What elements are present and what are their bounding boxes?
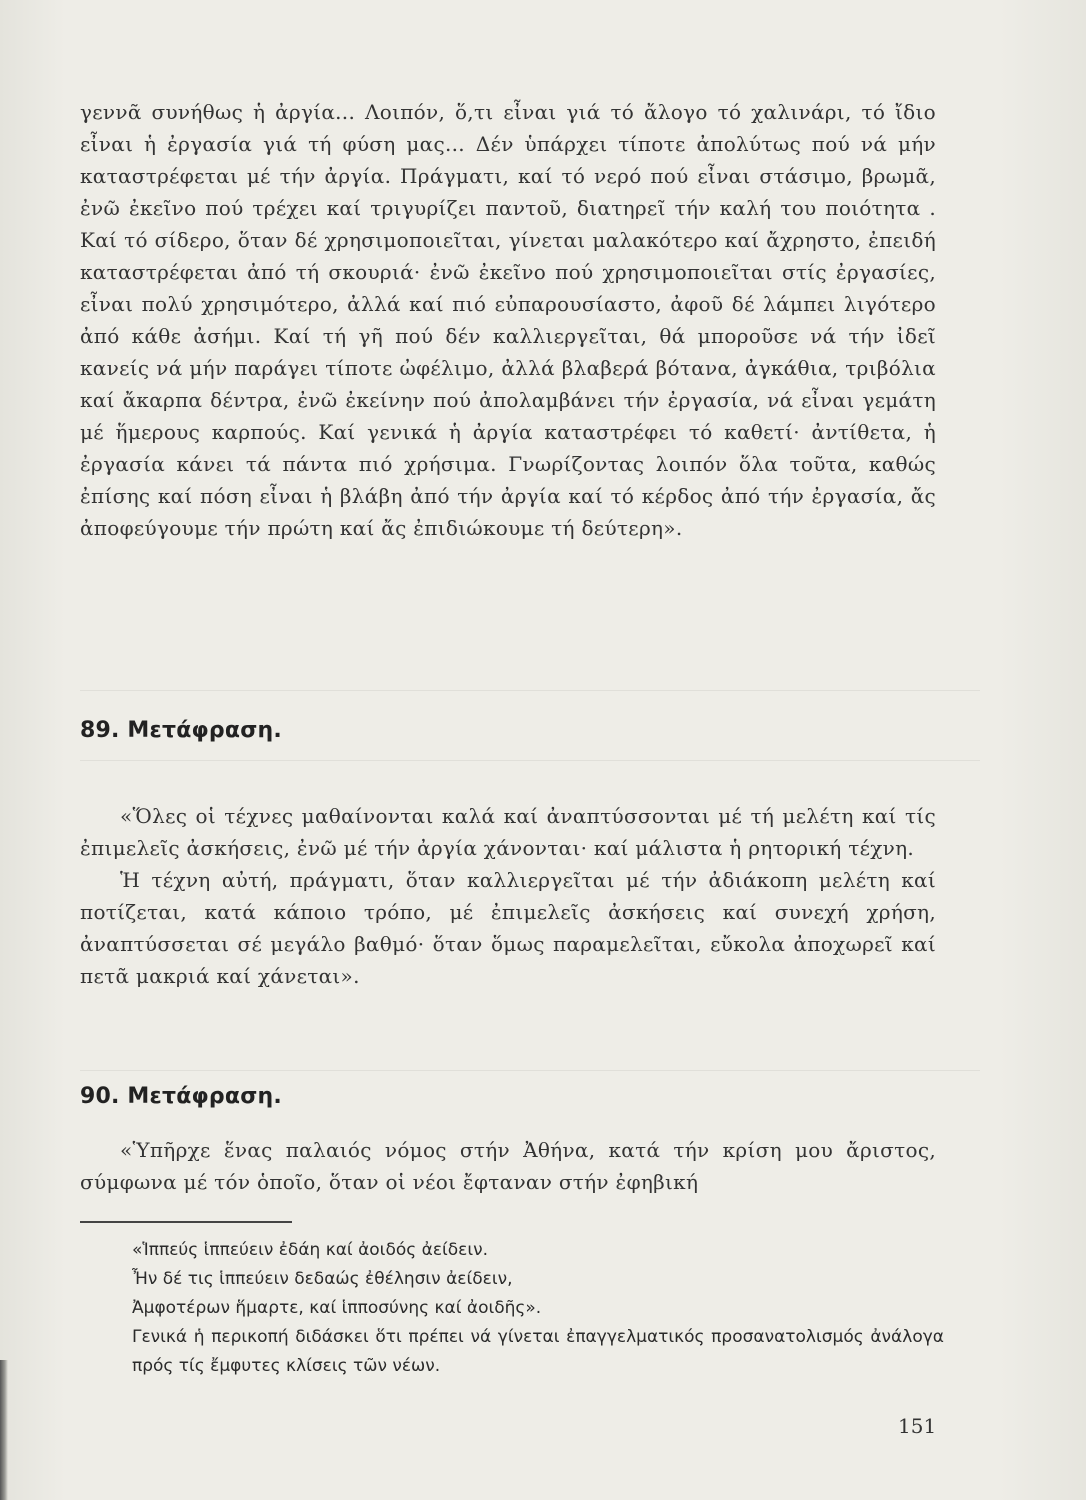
section-89-paragraph: Ἡ τέχνη αὐτή, πράγματι, ὅταν καλλιεργεῖται μέ τήν ἀδιάκοπη μελέτη καί ποτίζεται, κατά κάποιο τρόπο, μέ ἐπιμελεῖς ἀσκήσεις καί συνεχή χρήση, ἀναπτύσσεται σέ μεγάλο βαθμό· ὅταν ὅμως παραμελεῖται, εὔκολα ἀποχωρεῖ καί πετᾶ μακριά καί χάνεται». <box>80 868 936 988</box>
binding-shadow <box>0 1360 8 1500</box>
show-through-line <box>80 1070 980 1071</box>
section-89-heading: 89. Μετάφραση. <box>80 718 282 743</box>
show-through-line <box>80 690 980 691</box>
footnote-verse-line: Ἀμφοτέρων ἥμαρτε, καί ἱπποσύνης καί ἀοιδῆς». <box>132 1298 542 1318</box>
footnote-comment: Γενικά ἡ περικοπή διδάσκει ὅτι πρέπει νά γίνεται ἐπαγγελματικός προσανατολισμός ἀνάλογα πρός τίς ἔμφυτες κλίσεις τῶν νέων. <box>132 1327 944 1376</box>
section-90-paragraph: «Ὑπῆρχε ἕνας παλαιός νόμος στήν Ἀθήνα, κατά τήν κρίση μου ἄριστος, σύμφωνα μέ τόν ὁποῖο, ὅταν οἱ νέοι ἔφταναν στήν ἐφηβική <box>80 1138 936 1194</box>
section-90-heading: 90. Μετάφραση. <box>80 1084 282 1109</box>
show-through-line <box>80 760 980 761</box>
passage-intro <box>80 96 936 544</box>
footnote-verse-line: «Ἱππεύς ἱππεύειν ἐδάη καί ἀοιδός ἀείδειν. <box>132 1240 489 1260</box>
section-89-body <box>80 800 936 992</box>
footnote <box>132 1236 944 1381</box>
section-90-body <box>80 1134 936 1198</box>
footnote-divider <box>80 1221 292 1223</box>
section-89-paragraph: «Ὅλες οἱ τέχνες μαθαίνονται καλά καί ἀναπτύσσονται μέ τή μελέτη καί τίς ἐπιμελεῖς ἀσκήσεις, ἐνῶ μέ τήν ἀργία χάνονται· καί μάλιστα ἡ ρητορική τέχνη. <box>80 804 936 860</box>
passage-intro-paragraph: γεννᾶ συνήθως ἡ ἀργία... Λοιπόν, ὅ,τι εἶναι γιά τό ἄλογο τό χαλινάρι, τό ἴδιο εἶναι ἡ ἐργασία γιά τή φύση μας... Δέν ὑπάρχει τίποτε ἀπολύτως πού νά μήν καταστρέφεται μέ τήν ἀργία. Πράγματι, καί τό νερό πού εἶναι στάσιμο, βρωμᾶ, ἐνῶ ἐκεῖνο πού τρέχει καί τριγυρίζει παντοῦ, διατηρεῖ τήν καλή του ποιότητα . Καί τό σίδερο, ὅταν δέ χρησιμοποιεῖται, γίνεται μαλακότερο καί ἄχρηστο, ἐπειδή καταστρέφεται ἀπό τή σκουριά· ἐνῶ ἐκεῖνο πού χρησιμοποιεῖται στίς ἐργασίες, εἶναι πολύ χρησιμότερο, ἀλλά καί πιό εὐπαρουσίαστο, ἀφοῦ δέ λάμπει λιγότερο ἀπό κάθε ἀσήμι. Καί τή γῆ πού δέν καλλιεργεῖται, θά μποροῦσε νά τήν ἰδεῖ κανείς νά μήν παράγει τίποτε ὠφέλιμο, ἀλλά βλαβερά βότανα, ἀγκάθια, τριβόλια καί ἄκαρπα δέντρα, ἐνῶ ἐκείνην πού ἀπολαμβάνει τήν ἐργασία, νά εἶναι γεμάτη μέ ἥμερους καρπούς. Καί γενικά ἡ ἀργία καταστρέφει τό καθετί· ἀντίθετα, ἡ ἐργασία κάνει τά πάντα πιό χρήσιμα. Γνωρίζοντας λοιπόν ὅλα τοῦτα, καθώς ἐπίσης καί πόση εἶναι ἡ βλάβη ἀπό τήν ἀργία καί τό κέρδος ἀπό τήν ἐργασία, ἄς ἀποφεύγουμε τήν πρώτη καί ἄς ἐπιδιώκουμε τή δεύτερη». <box>80 100 936 540</box>
footnote-verse-line: Ἦν δέ τις ἱππεύειν δεδαώς ἐθέλησιν ἀείδειν, <box>132 1269 513 1289</box>
page-number: 151 <box>898 1414 937 1438</box>
